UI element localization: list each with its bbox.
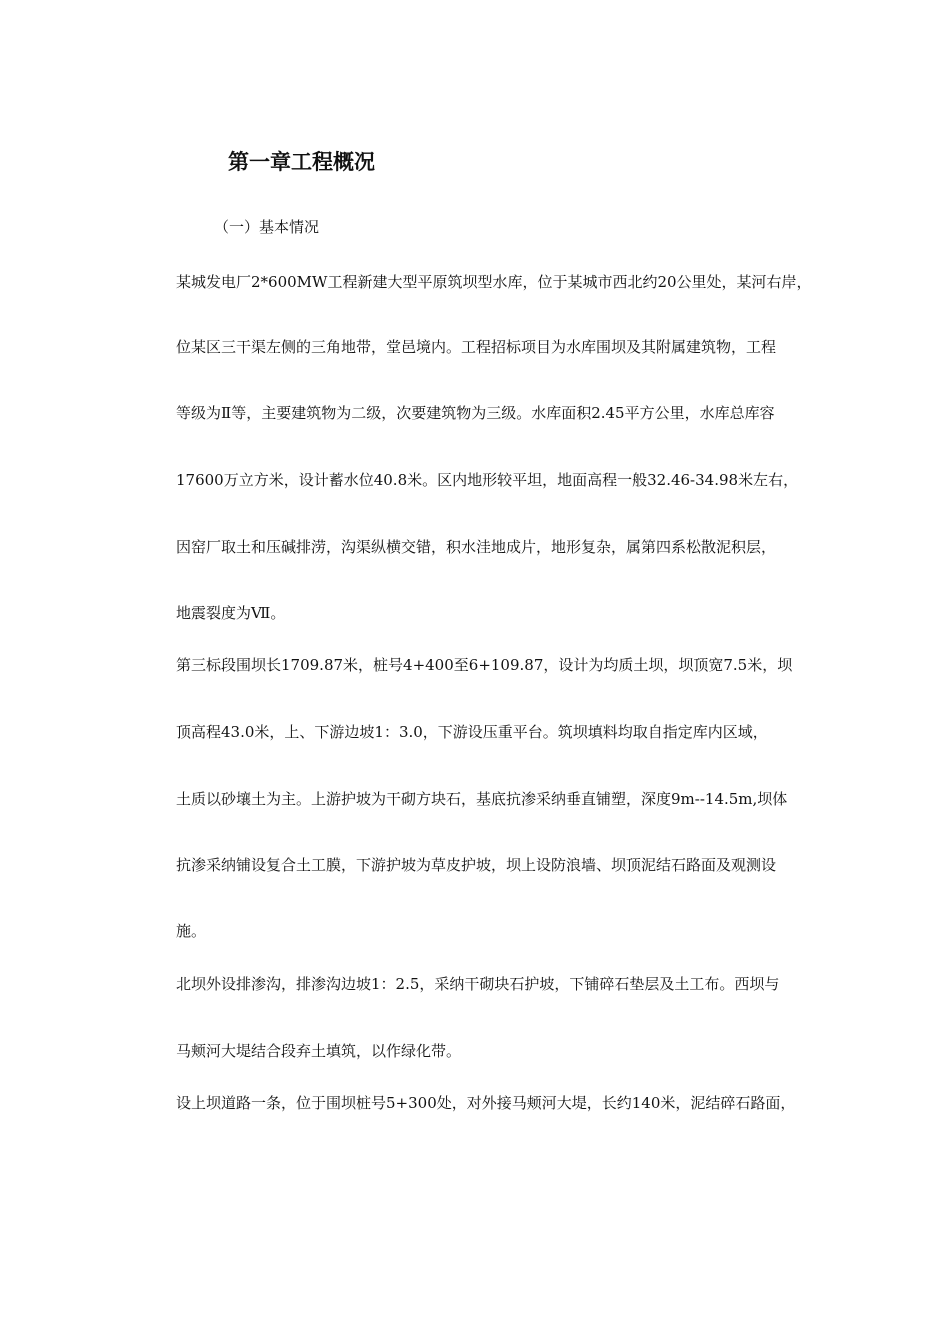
body-line: 马颊河大堤结合段弃土填筑，以作绿化带。 xyxy=(176,1042,462,1060)
body-line: 位某区三干渠左侧的三角地带，堂邑境内。工程招标项目为水库围坝及其附属建筑物，工程 xyxy=(176,338,777,356)
body-line: 抗渗采纳铺设复合土工膜，下游护坡为草皮护坡，坝上设防浪墙、坝顶泥结石路面及观测设 xyxy=(176,856,777,874)
body-line: 等级为Ⅱ等，主要建筑物为二级，次要建筑物为三级。水库面积2.45平方公里，水库总库容 xyxy=(176,404,775,422)
body-line: 某城发电厂2*600MW工程新建大型平原筑坝型水库，位于某城市西北约20公里处，某河右岸， xyxy=(176,273,812,291)
body-line: 因窑厂取土和压碱排涝，沟渠纵横交错，积水洼地成片，地形复杂，属第四系松散泥积层， xyxy=(176,538,777,556)
body-line: 第三标段围坝长1709.87米，桩号4+400至6+109.87，设计为均质土坝，坝顶宽7.5米，坝 xyxy=(176,656,793,674)
body-line: 地震裂度为Ⅶ。 xyxy=(176,604,286,622)
body-line: 土质以砂壤土为主。上游护坡为干砌方块石，基底抗渗采纳垂直铺塑，深度9m--14.5m,坝体 xyxy=(176,790,788,808)
body-line: 北坝外设排渗沟，排渗沟边坡1：2.5，采纳干砌块石护坡，下铺碎石垫层及土工布。西坝与 xyxy=(176,975,780,993)
body-line: 施。 xyxy=(176,922,207,940)
section-heading: （一）基本情况 xyxy=(214,218,320,236)
body-line: 17600万立方米，设计蓄水位40.8米。区内地形较平坦，地面高程一般32.46-34.98米左右， xyxy=(176,471,799,489)
chapter-title: 第一章工程概况 xyxy=(228,150,375,174)
body-line: 顶高程43.0米，上、下游边坡1：3.0，下游设压重平台。筑坝填料均取自指定库内区域， xyxy=(176,723,768,741)
body-line: 设上坝道路一条，位于围坝桩号5+300处，对外接马颊河大堤，长约140米，泥结碎石路面， xyxy=(176,1094,796,1112)
